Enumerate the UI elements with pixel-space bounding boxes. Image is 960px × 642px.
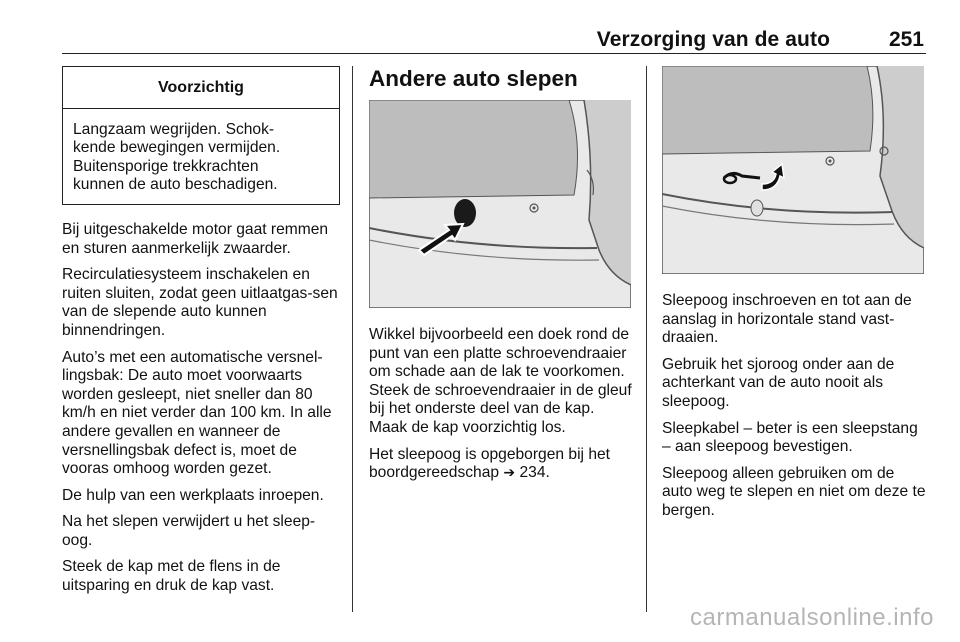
paragraph-with-ref bbox=[369, 446, 635, 483]
paragraph: Bij uitgeschakelde motor gaat remmen en sturen aanmerkelijk zwaarder. bbox=[62, 220, 329, 257]
page-header-title: Verzorging van de auto bbox=[596, 28, 830, 51]
paragraph: Recirculatiesysteem inschakelen en ruiten sluiten, zodat geen uitlaatgas-sen van de slepende auto kunnen binnendringen. bbox=[62, 266, 338, 339]
watermark: carmanualsonline.info bbox=[690, 604, 934, 631]
column-middle bbox=[369, 66, 635, 92]
column-divider-2 bbox=[646, 66, 647, 612]
paragraph: Wikkel bijvoorbeeld een doek rond de punt van een platte schroevendraaier om schade aan de lak te voorkomen. Steek de schroevendraaier in de gleuf bij het onderste deel van de kap. Maak de kap voorzichtig los. bbox=[369, 326, 632, 436]
column-divider-1 bbox=[352, 66, 353, 612]
column-left bbox=[62, 66, 342, 604]
column-right-text bbox=[662, 292, 926, 529]
paragraph: Steek de kap met de flens in de uitsparing en druk de kap vast. bbox=[62, 558, 281, 595]
page-reference-arrow-icon: ➔ bbox=[503, 465, 516, 482]
caution-box bbox=[62, 66, 340, 205]
page-number: 251 bbox=[888, 28, 924, 51]
towing-eye-illustration bbox=[662, 66, 924, 274]
paragraph: Sleepoog inschroeven en tot aan de aanslag in horizontale stand vast-draaien. bbox=[662, 292, 912, 347]
paragraph: Sleepkabel – beter is een sleepstang – aan sleepoog bevestigen. bbox=[662, 419, 918, 456]
bumper-cap-illustration bbox=[369, 100, 631, 308]
caution-line: Langzaam wegrijden. Schok- bbox=[73, 120, 275, 138]
towing-eye-drawing bbox=[662, 66, 924, 274]
caution-line: Buitensporige trekkrachten bbox=[73, 157, 259, 175]
section-heading: Andere auto slepen bbox=[369, 66, 578, 91]
bumper-cap-drawing bbox=[369, 100, 631, 308]
paragraph: De hulp van een werkplaats inroepen. bbox=[62, 486, 324, 504]
caution-line: kunnen de auto beschadigen. bbox=[73, 176, 278, 194]
caution-line: kende bewegingen vermijden. bbox=[73, 139, 281, 157]
header-divider bbox=[62, 53, 926, 54]
paragraph: Sleepoog alleen gebruiken om de auto weg te slepen en niet om deze te bergen. bbox=[662, 464, 926, 519]
paragraph: Auto’s met een automatische versnel-lingsbak: De auto moet voorwaarts worden gesleept, niet sneller dan 80 km/h en niet verder dan 100 km. In alle andere gevallen en wanneer de versnellingsbak defect is, moet de vooras omhoog worden gezet. bbox=[62, 348, 332, 478]
caution-title: Voorzichtig bbox=[63, 67, 339, 109]
column-middle-text bbox=[369, 326, 635, 491]
towing-eye-text: Het sleepoog is opgeborgen bij het boordgereedschap bbox=[369, 445, 611, 482]
paragraph: Na het slepen verwijdert u het sleep-oog. bbox=[62, 513, 316, 549]
page-reference: 234. bbox=[519, 464, 550, 482]
paragraph: Gebruik het sjoroog onder aan de achterkant van de auto nooit als sleepoog. bbox=[662, 355, 895, 410]
caution-body bbox=[63, 109, 339, 204]
